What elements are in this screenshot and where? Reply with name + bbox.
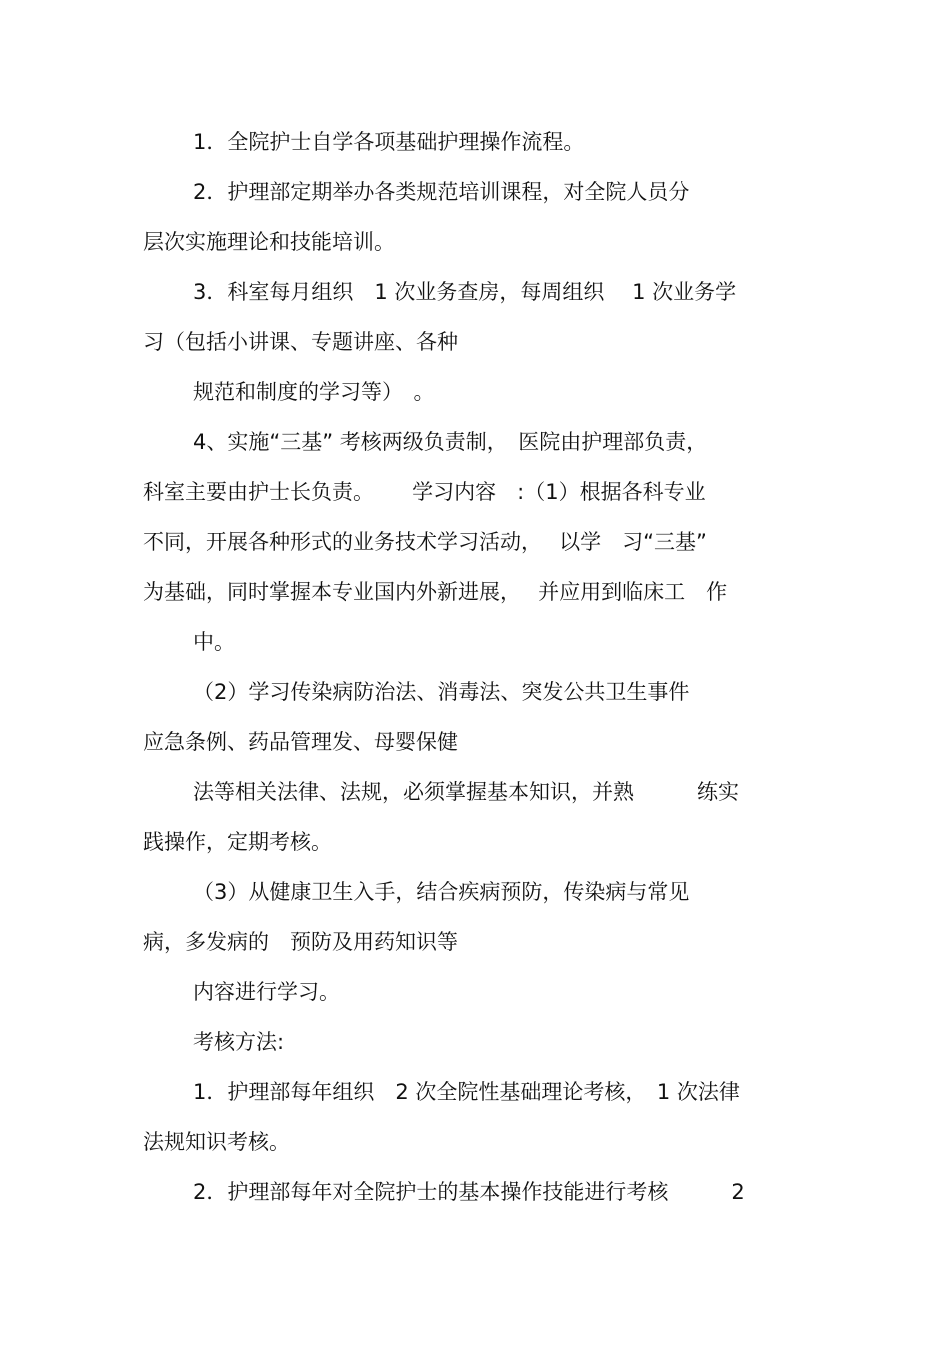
text-line-8: 科室主要由护士长负责。 学习内容 :（1）根据各科专业 — [143, 480, 706, 504]
text-line-18: 内容进行学习。 — [193, 980, 340, 1004]
text-line-4: 3．科室每月组织 1 次业务查房，每周组织 1 次业务学 — [193, 280, 737, 304]
text-line-21: 法规知识考核。 — [143, 1130, 290, 1154]
text-line-17: 病，多发病的 预防及用药知识等 — [143, 930, 458, 954]
text-line-16: （3）从健康卫生入手，结合疾病预防，传染病与常见 — [193, 880, 690, 904]
text-line-22: 2．护理部每年对全院护士的基本操作技能进行考核 2 — [193, 1180, 745, 1204]
text-line-2: 2．护理部定期举办各类规范培训课程，对全院人员分 — [193, 180, 690, 204]
text-line-12: （2）学习传染病防治法、消毒法、突发公共卫生事件 — [193, 680, 690, 704]
text-line-3: 层次实施理论和技能培训。 — [143, 230, 395, 254]
text-line-10: 为基础，同时掌握本专业国内外新进展， 并应用到临床工 作 — [143, 580, 728, 604]
text-line-1: 1．全院护士自学各项基础护理操作流程。 — [193, 130, 585, 154]
text-line-5: 习（包括小讲课、专题讲座、各种 — [143, 330, 458, 354]
text-line-20: 1．护理部每年组织 2 次全院性基础理论考核， 1 次法律 — [193, 1080, 740, 1104]
text-line-6: 规范和制度的学习等） 。 — [193, 380, 435, 404]
text-line-14: 法等相关法律、法规，必须掌握基本知识，并熟 练实 — [193, 780, 739, 804]
text-line-7: 4、实施“三基” 考核两级负责制， 医院由护理部负责， — [193, 430, 708, 454]
text-line-15: 践操作，定期考核。 — [143, 830, 332, 854]
text-line-9: 不同，开展各种形式的业务技术学习活动， 以学 习“三基” — [143, 530, 707, 554]
text-line-13: 应急条例、药品管理发、母婴保健 — [143, 730, 458, 754]
text-line-19: 考核方法: — [193, 1030, 285, 1054]
text-line-11: 中。 — [193, 630, 235, 654]
